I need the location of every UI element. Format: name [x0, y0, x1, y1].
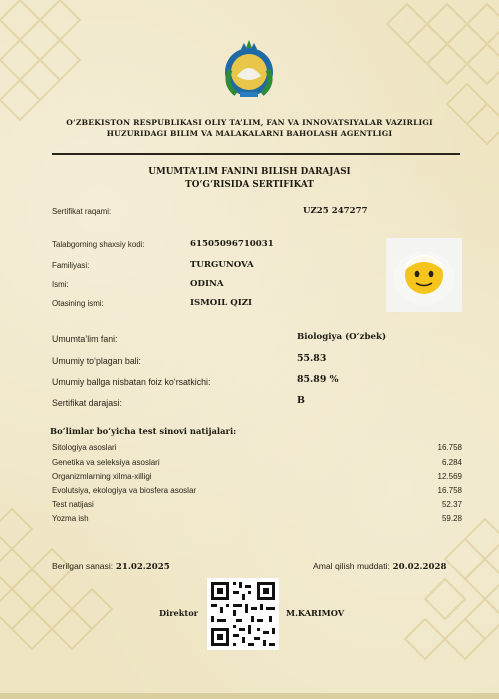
section-value: 16.758 — [437, 486, 462, 495]
section-row — [52, 486, 462, 495]
total-score-value: 55.83 — [297, 353, 327, 364]
personal-code-value: 61505096710031 — [190, 239, 274, 249]
issuer-header — [20, 117, 479, 139]
photo-placeholder — [386, 238, 462, 312]
section-row — [52, 443, 462, 452]
name-label: Ismi: — [52, 280, 69, 289]
section-label: Genetika va seleksiya asoslari — [52, 458, 160, 467]
level-value: B — [297, 395, 305, 406]
section-label: Yozma ish — [52, 514, 89, 523]
bottom-strip — [0, 693, 499, 699]
sections-title: Bo‘limlar bo‘yicha test sinovi natijalari: — [50, 426, 237, 436]
issuer-line-1: O‘ZBEKISTON RESPUBLIKASI OLIY TA’LIM, FAN VA INNOVATSIYALAR VAZIRLIGI — [66, 118, 433, 127]
director-label: Direktor — [159, 608, 198, 618]
section-value: 52.37 — [441, 500, 462, 509]
total-score-label: Umumiy to‘plagan bali: — [52, 356, 141, 366]
pattern-top-right-icon — [367, 0, 499, 164]
valid-until — [313, 561, 446, 572]
issued-date — [52, 561, 170, 572]
section-row — [52, 500, 462, 509]
surname-label: Familiyasi: — [52, 261, 90, 270]
state-emblem-icon — [222, 36, 276, 102]
percent-label: Umumiy ballga nisbatan foiz ko‘rsatkichi: — [52, 377, 211, 387]
percent-value: 85.89 % — [297, 374, 339, 385]
valid-until-value: 20.02.2028 — [392, 562, 447, 572]
header-divider — [52, 153, 460, 155]
director-name: M.KARIMOV — [286, 608, 345, 618]
section-label: Evolutsiya, ekologiya va biosfera asoslar — [52, 486, 197, 495]
section-label: Organizmlarning xilma-xilligi — [52, 472, 152, 481]
issuer-line-2: HUZURIDAGI BILIM VA MALAKALARNI BAHOLASH AGENTLIGI — [106, 129, 393, 138]
personal-code-label: Talabgorning shaxsiy kodi: — [52, 240, 145, 249]
issued-date-label: Berilgan sanasi: — [52, 561, 114, 571]
section-row — [52, 514, 462, 523]
certificate-number-value: UZ25 247277 — [303, 206, 368, 216]
section-label: Sitologiya asoslari — [52, 443, 117, 452]
valid-until-label: Amal qilish muddati: — [313, 561, 390, 571]
title-line-2: TO‘G‘RISIDA SERTIFIKAT — [185, 180, 314, 190]
surname-value: TURGUNOVA — [190, 260, 254, 270]
issued-date-value: 21.02.2025 — [115, 562, 170, 572]
section-value: 6.284 — [441, 458, 462, 467]
title-line-1: UMUMTA’LIM FANINI BILISH DARAJASI — [148, 167, 351, 177]
section-row — [52, 458, 462, 467]
name-value: ODINA — [190, 279, 224, 289]
section-value: 16.758 — [437, 443, 462, 452]
subject-value: Biologiya (O‘zbek) — [297, 332, 387, 342]
level-label: Sertifikat darajasi: — [52, 398, 122, 408]
certificate-title — [20, 166, 479, 192]
section-row — [52, 472, 462, 481]
patronymic-value: ISMOIL QIZI — [190, 298, 253, 308]
qr-code-icon — [207, 578, 279, 650]
section-value: 12.569 — [437, 472, 462, 481]
section-value: 59.28 — [441, 514, 462, 523]
subject-label: Umumta’lim fani: — [52, 334, 118, 344]
section-label: Test natijasi — [52, 500, 94, 509]
certificate-number-label: Sertifikat raqami: — [52, 207, 112, 216]
patronymic-label: Otasining ismi: — [52, 299, 104, 308]
pattern-bottom-right-icon — [375, 499, 499, 669]
face-emoji-icon — [386, 238, 462, 312]
